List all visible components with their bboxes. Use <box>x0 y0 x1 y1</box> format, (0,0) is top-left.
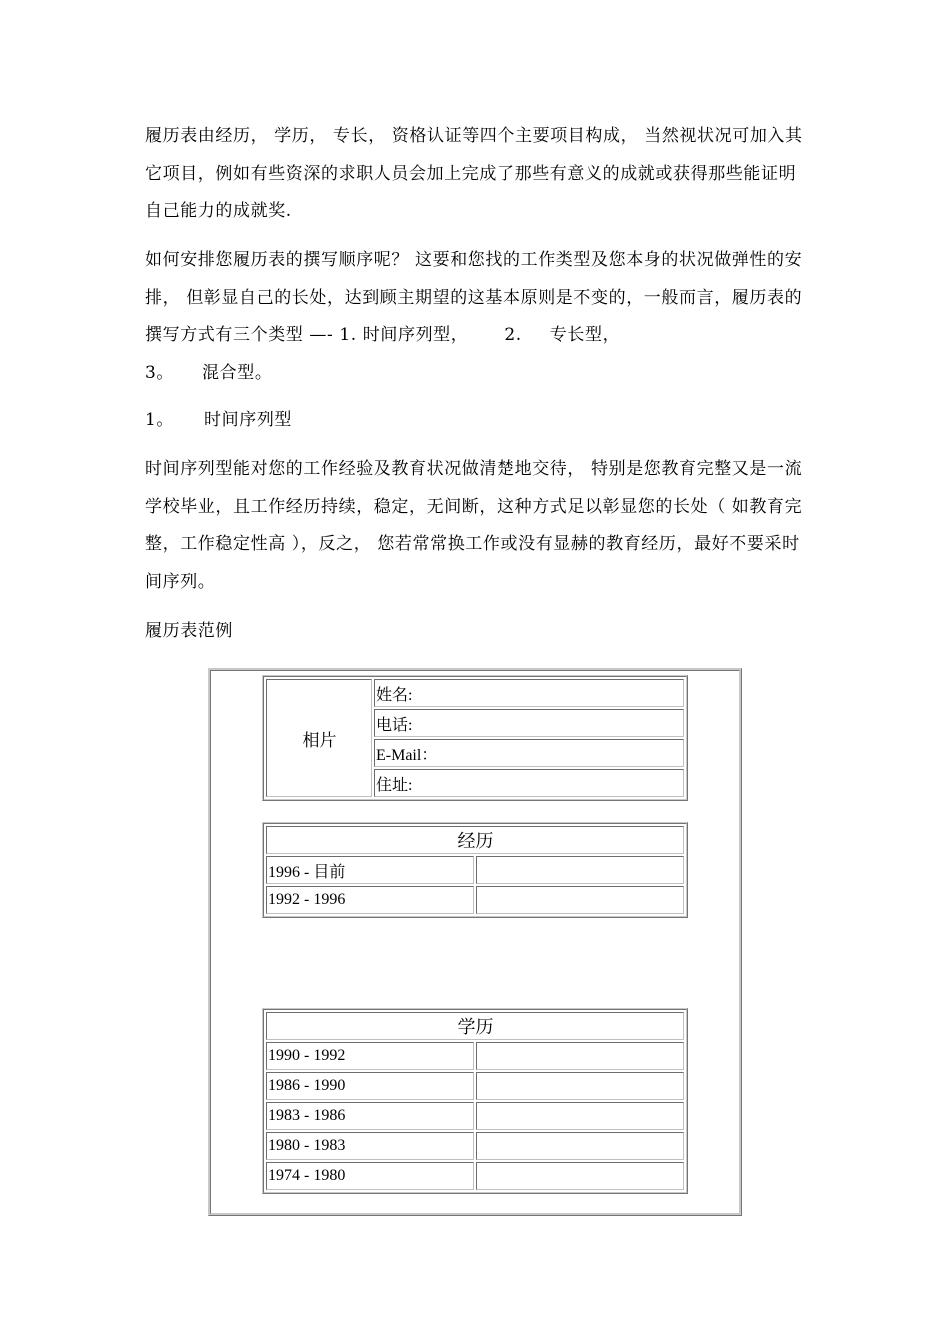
section-number: 1。 <box>145 410 175 430</box>
phone-field: 电话: <box>374 709 684 737</box>
intro-paragraph: 履历表由经历， 学历， 专长， 资格认证等四个主要项目构成， 当然视状况可加入其它项目，例如有些资深的求职人员会加上完成了那些有意义的成就或获得那些能证明自己能力的成就奖. <box>145 126 803 221</box>
section-title: 时间序列型 <box>204 410 293 430</box>
table-row <box>266 1072 684 1100</box>
table-row <box>266 1102 684 1130</box>
type-3-label: 混合型。 <box>202 362 273 383</box>
experience-title: 经历 <box>266 826 684 854</box>
table-row <box>266 1132 684 1160</box>
experience-detail <box>476 856 684 884</box>
type-2-label: 专长型， <box>549 325 621 345</box>
education-detail <box>476 1162 684 1190</box>
education-table <box>262 1008 688 1194</box>
experience-table <box>262 822 688 918</box>
education-date: 1974 - 1980 <box>266 1162 474 1190</box>
chronological-paragraph: 时间序列型能对您的工作经验及教育状况做清楚地交待， 特别是您教育完整又是一流学校毕业，且工作经历持续，稳定，无间断，这种方式足以彰显您的长处（ 如教育完整，工作稳定性高 ），反之， 您若常常换工作或没有显赫的教育经历，最好不要采时间序列。 <box>145 459 803 592</box>
table-row <box>266 1162 684 1190</box>
email-field: E-Mail： <box>374 739 684 767</box>
table-row <box>266 1042 684 1070</box>
address-field: 住址: <box>374 769 684 797</box>
education-detail <box>476 1102 684 1130</box>
type-3-number: 3。 <box>145 362 175 383</box>
photo-cell: 相片 <box>266 679 372 797</box>
order-text: 如何安排您履历表的撰写顺序呢？ 这要和您找的工作类型及您本身的状况做弹性的安排， 但彰显自己的长处，达到顾主期望的这基本原则是不变的，一般而言，履历表的撰写方式有三个类型 —- 1. 时间序列型， <box>145 250 803 345</box>
name-field: 姓名: <box>374 679 684 707</box>
type-2-number: 2. <box>504 325 522 345</box>
table-row <box>266 886 684 914</box>
experience-detail <box>476 886 684 914</box>
experience-date: 1996 - 目前 <box>266 856 474 884</box>
education-date: 1990 - 1992 <box>266 1042 474 1070</box>
experience-date: 1992 - 1996 <box>266 886 474 914</box>
education-detail <box>476 1072 684 1100</box>
table-row <box>266 856 684 884</box>
example-heading: 履历表范例 <box>145 621 233 641</box>
education-detail <box>476 1042 684 1070</box>
education-detail <box>476 1132 684 1160</box>
section-heading <box>145 402 810 440</box>
personal-info-table <box>262 675 688 801</box>
education-date: 1986 - 1990 <box>266 1072 474 1100</box>
education-date: 1983 - 1986 <box>266 1102 474 1130</box>
resume-example-frame <box>208 668 742 1216</box>
education-title: 学历 <box>266 1012 684 1040</box>
order-paragraph <box>145 242 810 392</box>
education-date: 1980 - 1983 <box>266 1132 474 1160</box>
